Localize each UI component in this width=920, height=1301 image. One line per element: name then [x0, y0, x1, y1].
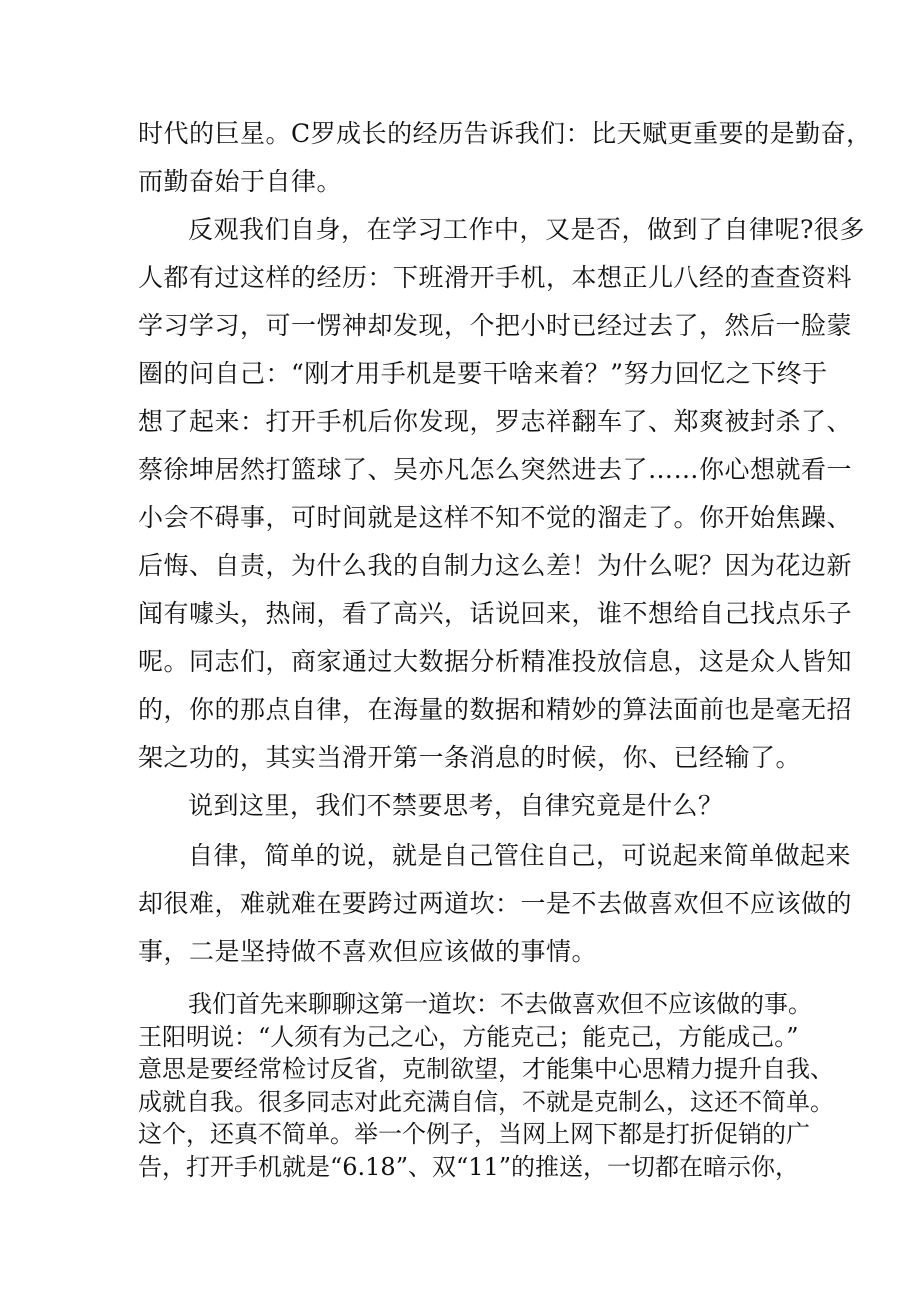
paragraph-line: 想了起来：打开手机后你发现，罗志祥翻车了、郑爽被封杀了、 — [138, 407, 853, 436]
paragraph-line: 时代的巨星。C罗成长的经历告诉我们：比天赋更重要的是勤奋， — [138, 119, 872, 148]
paragraph-line: 事，二是坚持做不喜欢但应该做的事情。 — [138, 937, 598, 966]
paragraph-line: 学习学习，可一愣神却发现，个把小时已经过去了，然后一脸蒙 — [138, 311, 853, 340]
paragraph-2 — [138, 206, 865, 782]
paragraph-line: 成就自我。很多同志对此充满自信，不就是克制么，这还不简单。 — [138, 1087, 834, 1116]
paragraph-line: 说到这里，我们不禁要思考，自律究竟是什么？ — [188, 791, 724, 820]
paragraph-line: 闻有噱头，热闹，看了高兴，话说回来，谁不想给自己找点乐子 — [138, 599, 853, 628]
paragraph-line: 人都有过这样的经历：下班滑开手机，本想正儿八经的查查资料 — [138, 263, 853, 292]
paragraph-line: 反观我们自身，在学习工作中，又是否，做到了自律呢?很多 — [188, 215, 865, 244]
paragraph-line: 而勤奋始于自律。 — [138, 167, 343, 196]
paragraph-line: 意思是要经常检讨反省，克制欲望，才能集中心思精力提升自我、 — [138, 1055, 834, 1083]
paragraph-line: 蔡徐坤居然打篮球了、吴亦凡怎么突然进去了……你心想就看一 — [138, 455, 853, 484]
paragraph-line: 小会不碍事，可时间就是这样不知不觉的溜走了。你开始焦躁、 — [138, 503, 853, 532]
paragraph-line: 这个，还真不简单。举一个例子，当网上网下都是打折促销的广 — [138, 1120, 810, 1148]
paragraph-line: 自律，简单的说，就是自己管住自己，可说起来简单做起来 — [188, 841, 852, 870]
paragraph-line: 后悔、自责，为什么我的自制力这么差！为什么呢？因为花边新 — [138, 551, 853, 580]
paragraph-line: 呢。同志们，商家通过大数据分析精准投放信息，这是众人皆知 — [138, 647, 853, 676]
paragraph-5 — [138, 988, 834, 1183]
paragraph-line: 我们首先来聊聊这第一道坎：不去做喜欢但不应该做的事。 — [188, 990, 812, 1018]
paragraph-line: 告，打开手机就是“6.18”、双“11”的推送，一切都在暗示你， — [138, 1152, 800, 1181]
paragraph-line: 圈的问自己：“刚才用手机是要干啥来着？”努力回忆之下终于 — [138, 359, 828, 388]
paragraph-line: 架之功的，其实当滑开第一条消息的时候，你、已经输了。 — [138, 743, 802, 772]
paragraph-1 — [138, 110, 872, 206]
paragraph-line: 的，你的那点自律，在海量的数据和精妙的算法面前也是毫无招 — [138, 695, 853, 724]
paragraph-3 — [138, 782, 788, 830]
paragraph-line: 王阳明说：“人须有为己之心，方能克己；能克己，方能成己。” — [138, 1022, 799, 1051]
paragraph-line: 却很难，难就难在要跨过两道坎：一是不去做喜欢但不应该做的 — [138, 889, 853, 918]
paragraph-4 — [138, 832, 853, 976]
